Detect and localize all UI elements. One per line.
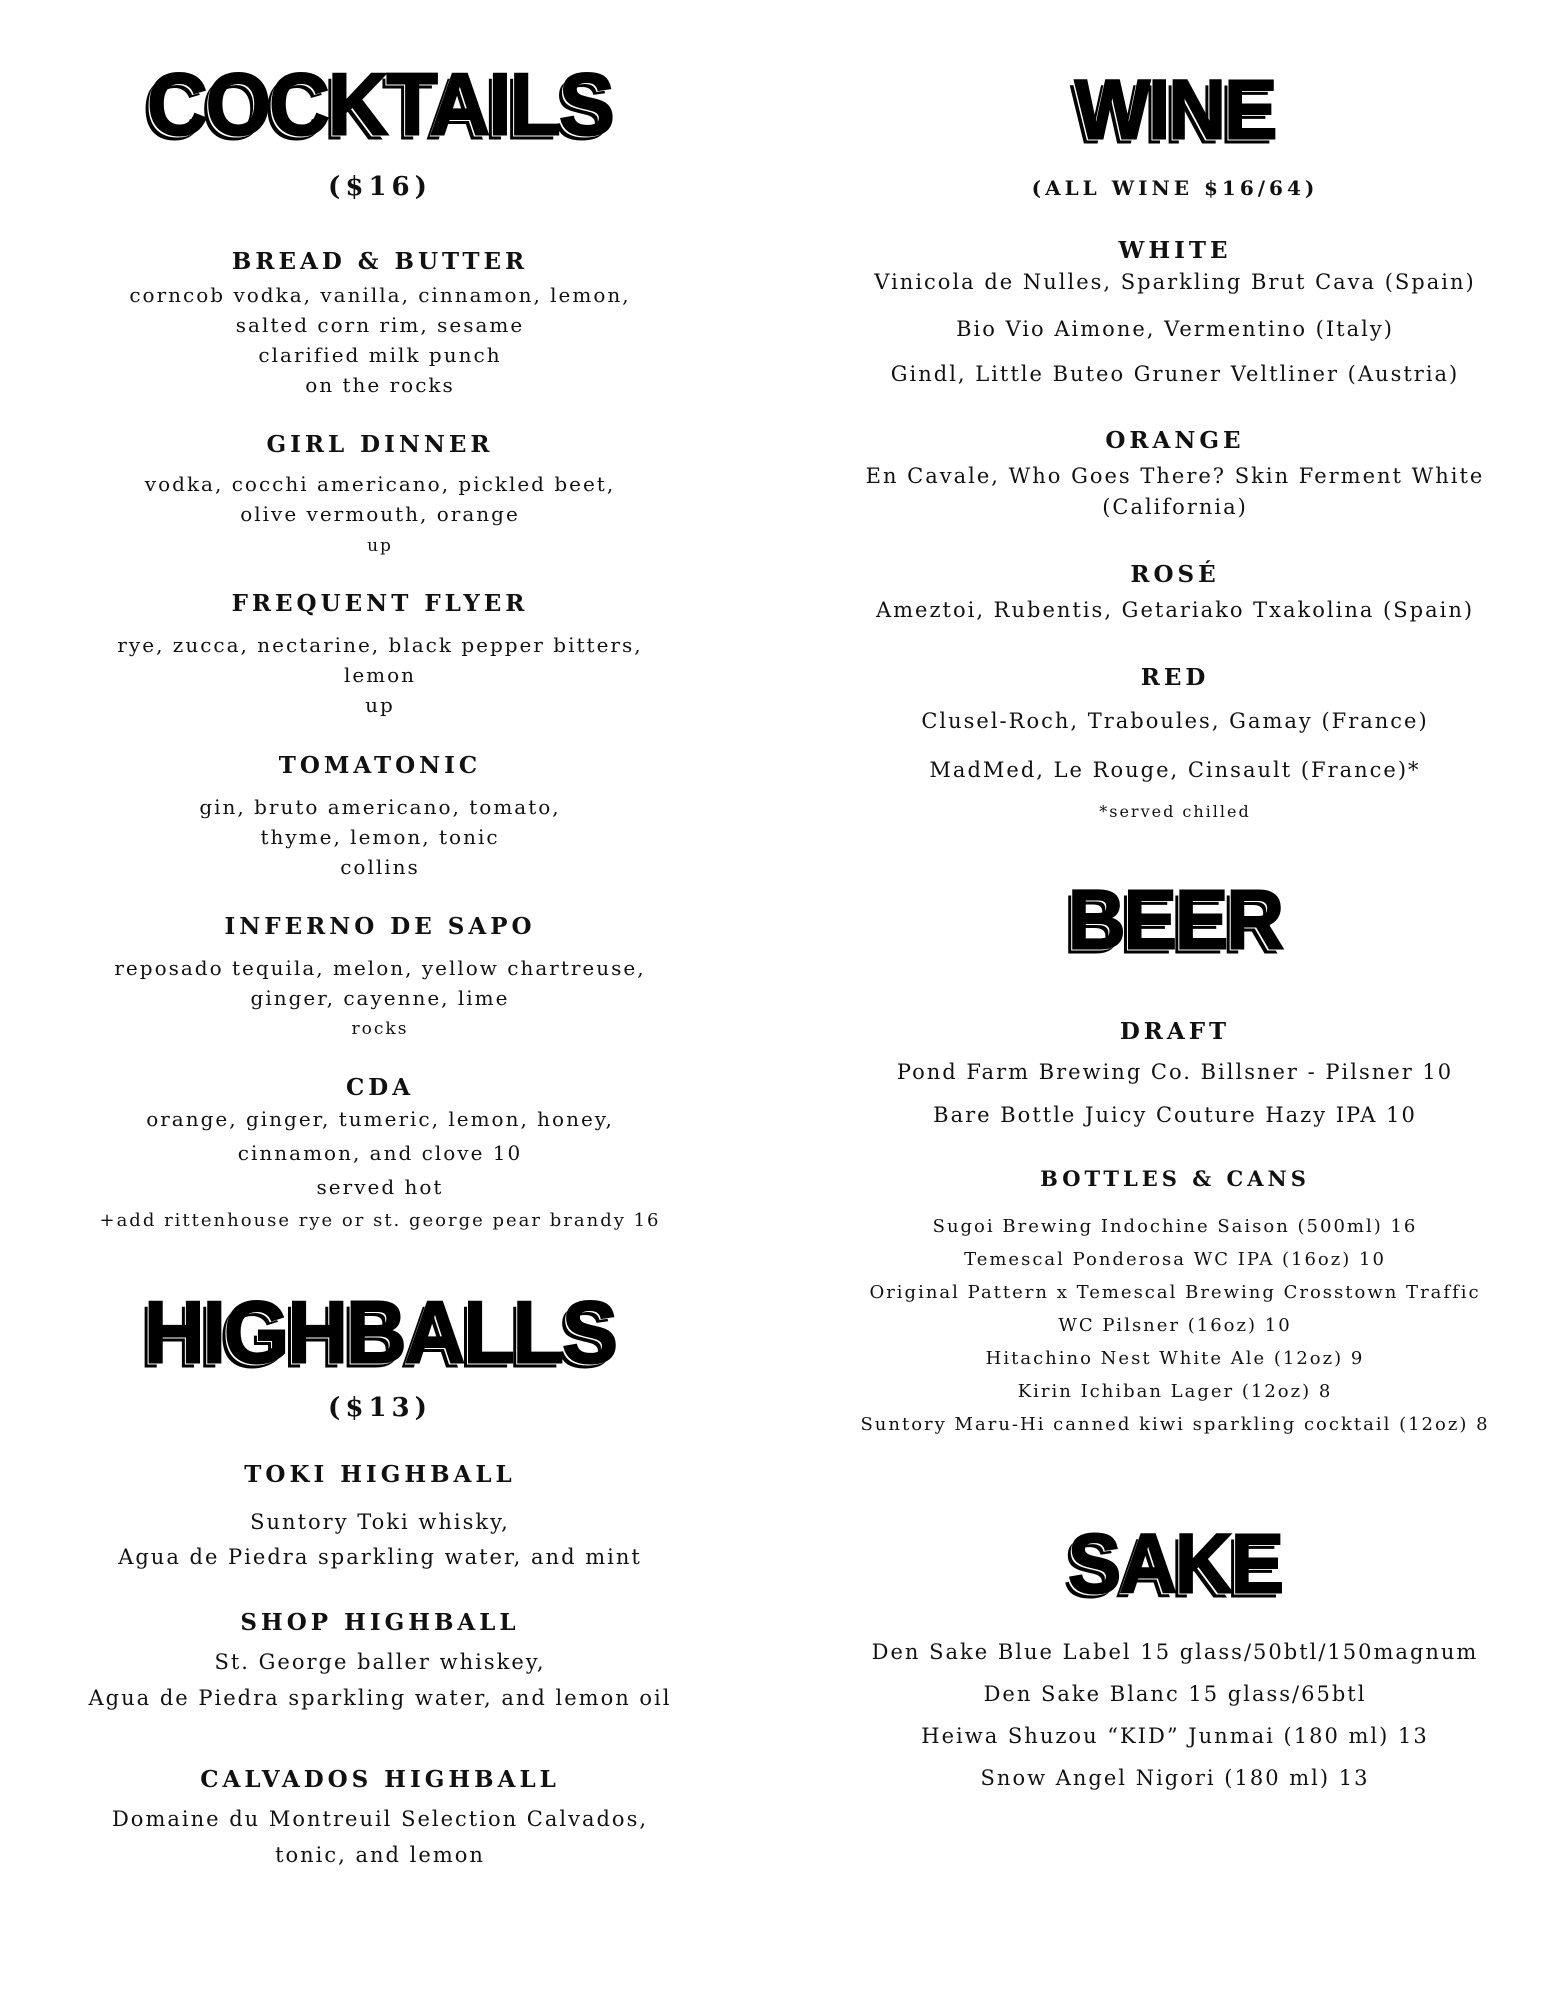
highball-name-shop: SHOP HIGHBALL	[240, 1609, 520, 1636]
cocktail-desc-line: orange, ginger, tumeric, lemon, honey,	[146, 1107, 614, 1131]
wine-item: (California)	[1102, 495, 1248, 519]
wine-item: Gindl, Little Buteo Gruner Veltliner (Austria)	[890, 362, 1460, 386]
cocktail-desc-line: olive vermouth, orange	[240, 502, 520, 526]
highball-desc-line: St. George baller whiskey,	[214, 1650, 546, 1674]
highball-name-toki: TOKI HIGHBALL	[244, 1461, 516, 1488]
cocktail-desc-line: salted corn rim, sesame	[235, 313, 525, 337]
wine-category-red: RED	[1140, 664, 1210, 691]
cocktail-name-tomatonic: TOMATONIC	[278, 752, 482, 779]
cocktail-desc-line: ginger, cayenne, lime	[250, 986, 510, 1010]
sake-item: Den Sake Blanc 15 glass/65btl	[983, 1682, 1367, 1706]
highball-name-calvados: CALVADOS HIGHBALL	[200, 1766, 560, 1793]
cocktail-desc-line: up	[367, 536, 393, 556]
cocktail-desc-line: gin, bruto americano, tomato,	[199, 795, 561, 819]
beer-item: Kirin Ichiban Lager (12oz) 8	[1017, 1381, 1333, 1402]
beer-title: BEER	[1067, 872, 1283, 967]
cocktail-desc-line: served hot	[316, 1175, 444, 1199]
beer-item: Sugoi Brewing Indochine Saison (500ml) 16	[932, 1216, 1418, 1237]
wine-footnote: *served chilled	[1099, 802, 1251, 821]
highballs-title: HIGHBALLS	[144, 1282, 616, 1382]
wine-category-orange: ORANGE	[1105, 427, 1245, 454]
cocktail-desc-line: corncob vodka, vanilla, cinnamon, lemon,	[129, 283, 631, 307]
beer-item: Temescal Ponderosa WC IPA (16oz) 10	[964, 1249, 1386, 1270]
cocktail-desc-line: clarified milk punch	[258, 343, 502, 367]
wine-item: Clusel-Roch, Traboules, Gamay (France)	[921, 709, 1429, 733]
cocktail-desc-line: thyme, lemon, tonic	[260, 825, 500, 849]
cocktail-desc-line: lemon	[343, 663, 417, 687]
wine-item: En Cavale, Who Goes There? Skin Ferment White	[865, 464, 1485, 488]
cocktails-title: COCKTAILS	[147, 54, 613, 154]
cocktail-desc-line: on the rocks	[305, 373, 455, 397]
cocktail-desc-line: rocks	[351, 1019, 409, 1039]
sake-item: Heiwa Shuzou “KID” Junmai (180 ml) 13	[921, 1724, 1429, 1748]
beer-category-bottles-cans: BOTTLES & CANS	[1040, 1166, 1310, 1191]
sake-item: Snow Angel Nigori (180 ml) 13	[980, 1766, 1370, 1790]
highball-desc-line: Agua de Piedra sparkling water, and mint	[118, 1545, 642, 1569]
cocktails-price: ($16)	[328, 172, 432, 202]
wine-title: WINE	[1074, 62, 1276, 157]
wine-price: (ALL WINE $16/64)	[1031, 176, 1319, 200]
cocktail-name-girl-dinner: GIRL DINNER	[266, 431, 494, 458]
cocktail-name-frequent-flyer: FREQUENT FLYER	[231, 590, 529, 617]
cocktail-name-inferno-de-sapo: INFERNO DE SAPO	[224, 913, 536, 940]
beer-item: Hitachino Nest White Ale (12oz) 9	[985, 1348, 1365, 1369]
beer-item: Pond Farm Brewing Co. Billsner - Pilsner 10	[896, 1060, 1454, 1084]
cocktail-desc-line: collins	[340, 855, 420, 879]
wine-item: Vinicola de Nulles, Sparkling Brut Cava (Spain)	[874, 270, 1476, 294]
beer-item: WC Pilsner (16oz) 10	[1058, 1315, 1292, 1336]
highball-desc-line: Domaine du Montreuil Selection Calvados,	[111, 1807, 649, 1831]
highball-desc-line: tonic, and lemon	[275, 1843, 485, 1867]
beer-item: Suntory Maru-Hi canned kiwi sparkling cocktail (12oz) 8	[860, 1414, 1490, 1435]
wine-category-white: WHITE	[1118, 237, 1232, 264]
cocktail-desc-line: cinnamon, and clove 10	[237, 1141, 523, 1165]
sake-title: SAKE	[1067, 1516, 1283, 1611]
highballs-price: ($13)	[328, 1393, 432, 1423]
wine-item: Bio Vio Aimone, Vermentino (Italy)	[956, 317, 1394, 341]
wine-item: MadMed, Le Rouge, Cinsault (France)*	[929, 758, 1421, 782]
beer-item: Original Pattern x Temescal Brewing Crosstown Traffic	[869, 1282, 1481, 1303]
highball-desc-line: Agua de Piedra sparkling water, and lemon oil	[88, 1686, 672, 1710]
sake-item: Den Sake Blue Label 15 glass/50btl/150magnum	[871, 1640, 1479, 1664]
cocktail-name-bread-butter: BREAD & BUTTER	[231, 248, 529, 275]
cocktail-desc-line: vodka, cocchi americano, pickled beet,	[144, 472, 616, 496]
cocktail-desc-line: +add rittenhouse rye or st. george pear brandy 16	[99, 1210, 661, 1231]
cocktail-desc-line: reposado tequila, melon, yellow chartreuse,	[114, 956, 646, 980]
beer-item: Bare Bottle Juicy Couture Hazy IPA 10	[933, 1103, 1417, 1127]
cocktail-desc-line: rye, zucca, nectarine, black pepper bitters,	[117, 633, 643, 657]
beer-category-draft: DRAFT	[1119, 1018, 1231, 1045]
cocktail-desc-line: up	[365, 693, 395, 717]
wine-item: Ameztoi, Rubentis, Getariako Txakolina (Spain)	[875, 598, 1475, 622]
cocktail-name-cda: CDA	[345, 1074, 415, 1101]
highball-desc-line: Suntory Toki whisky,	[250, 1510, 510, 1534]
wine-category-rose: ROSÉ	[1130, 561, 1220, 588]
